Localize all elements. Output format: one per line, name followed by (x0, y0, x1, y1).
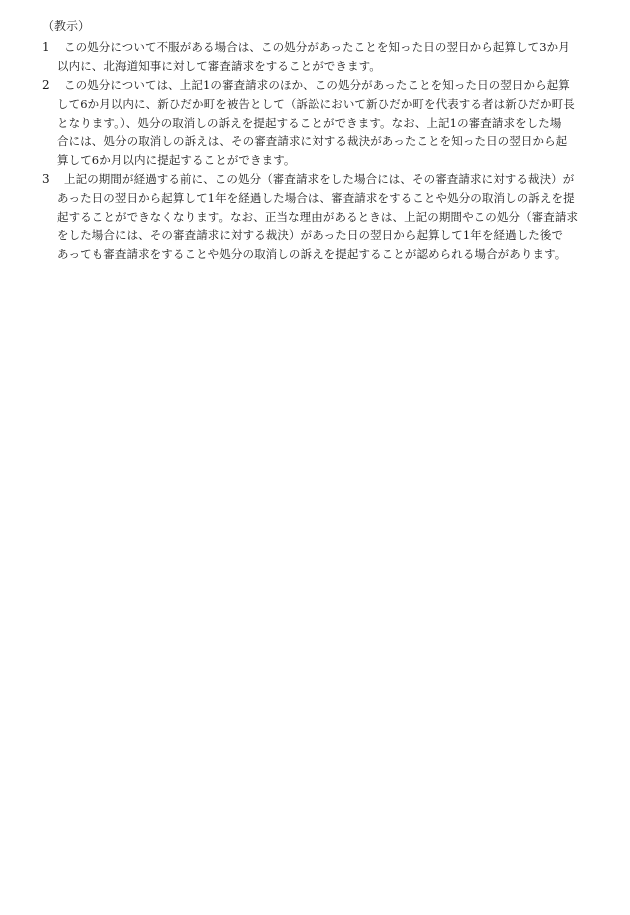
notice-item-2 (42, 76, 587, 170)
item-text-line: 合には、処分の取消しの訴えは、その審査請求に対する裁決があったことを知った日の翌日から起 (57, 134, 568, 149)
item-text-line: あった日の翌日から起算して1年を経過した場合は、審査請求をすることや処分の取消しの訴えを提 (57, 190, 575, 205)
item-text-line: して6か月以内に、新ひだか町を被告として（訴訟において新ひだか町を代表する者は新ひだか町長 (57, 96, 575, 111)
item-text-line: 上記の期間が経過する前に、この処分（審査請求をした場合には、その審査請求に対する裁決）が (64, 172, 575, 186)
item-text-line: この処分については、上記1の審査請求のほか、この処分があったことを知った日の翌日から起算 (64, 78, 570, 92)
item-text-line: 算して6か月以内に提起することができます。 (57, 153, 296, 168)
item-text-line: 以内に、北海道知事に対して審査請求をすることができます。 (57, 58, 381, 73)
item-text-line: をした場合には、その審査請求に対する裁決）があった日の翌日から起算して1年を経過した後で (57, 228, 564, 243)
item-text-line: 起することができなくなります。なお、正当な理由があるときは、上記の期間やこの処分（審査請求 (57, 209, 579, 224)
notice-item-1 (42, 38, 587, 76)
item-number: 2 (42, 78, 50, 92)
item-number: 1 (42, 40, 50, 54)
item-text-line: となります。）、処分の取消しの訴えを提起することができます。なお、上記1の審査請求をした場 (57, 115, 562, 130)
item-text-line: あっても審査請求をすることや処分の取消しの訴えを提起することが認められる場合があります。 (57, 247, 567, 262)
item-number: 3 (42, 172, 50, 186)
item-text-line: この処分について不服がある場合は、この処分があったことを知った日の翌日から起算して3か月 (64, 40, 570, 54)
notice-item-3 (42, 170, 587, 264)
notice-heading: （教示） (42, 19, 91, 33)
